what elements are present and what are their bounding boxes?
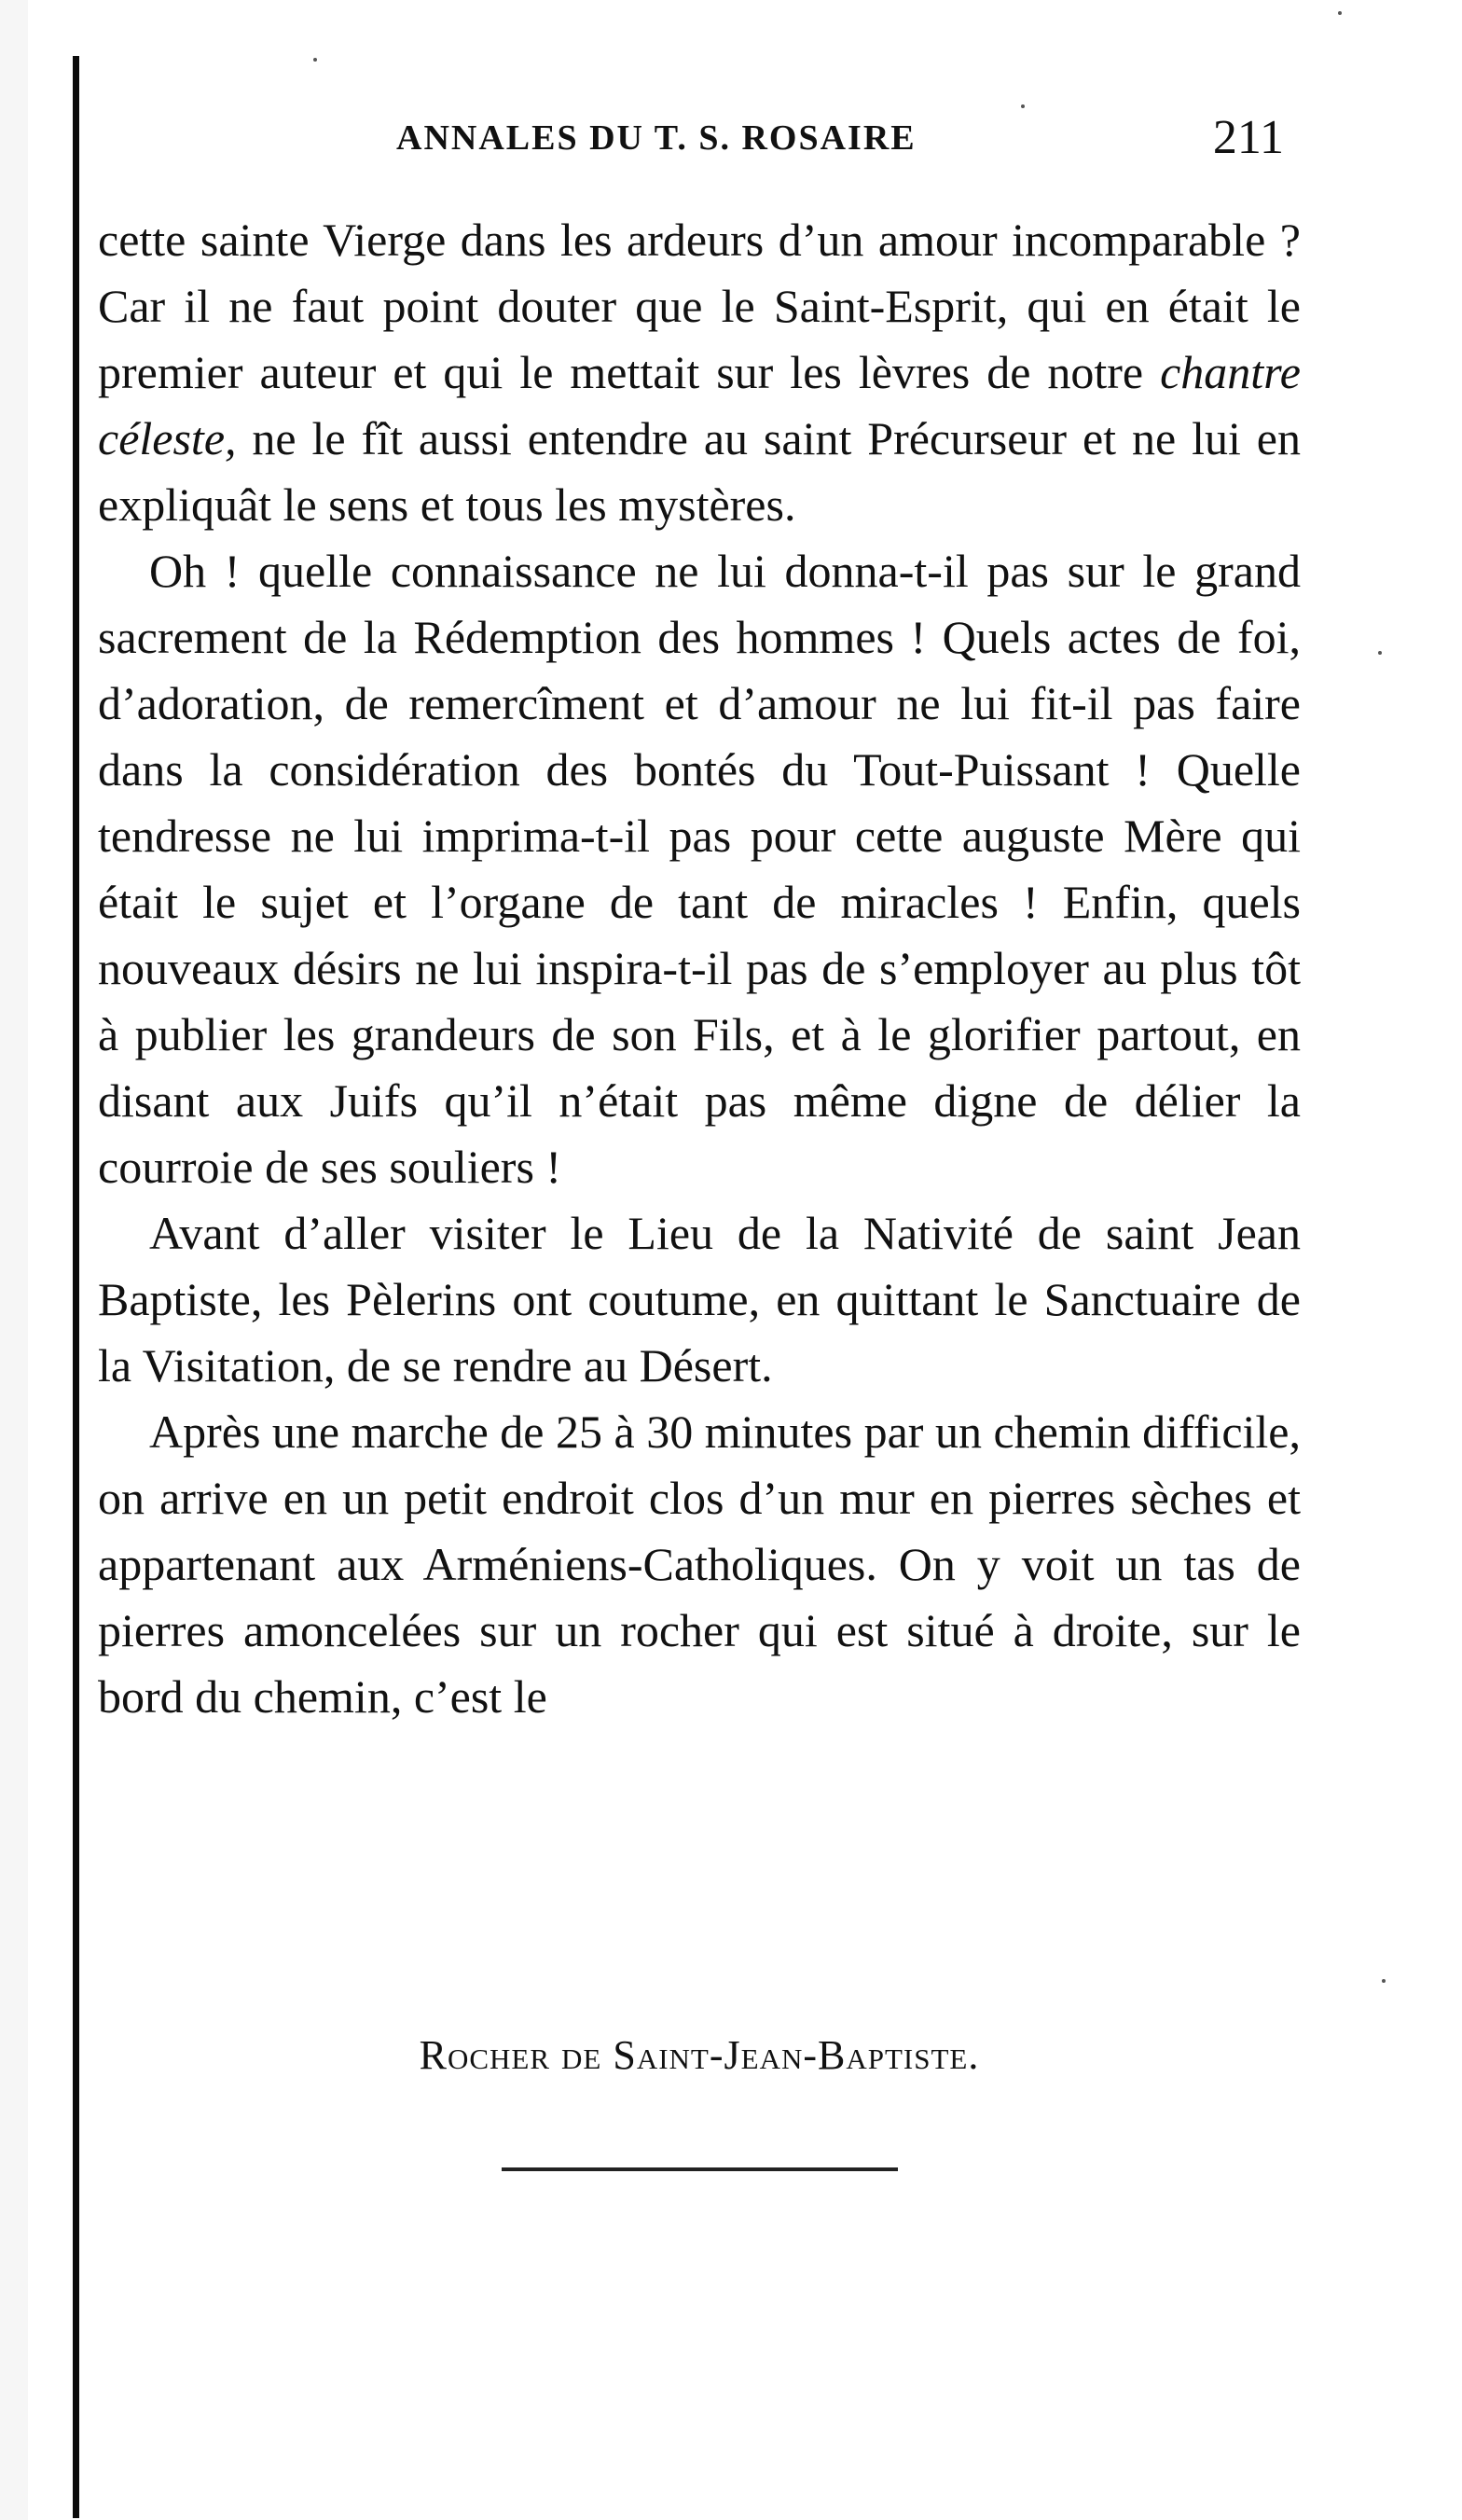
page-edge-line: [73, 56, 79, 2518]
paragraph-text: ne le fît aussi entendre au saint Précurseur et ne lui en expliquât le sens et tous les mystères.: [98, 412, 1301, 531]
book-spine: [0, 0, 28, 2520]
paragraph-text: cette sainte Vierge dans les ardeurs d’un amour incomparable ? Car il ne faut point douter que le Saint-Esprit, qui en était le premier auteur et qui le mettait sur les lèvres de notre: [98, 214, 1301, 398]
paper-speck: [1338, 11, 1342, 15]
running-head: ANNALES DU T. S. ROSAIRE: [396, 118, 917, 158]
page-number: 211: [1212, 111, 1284, 164]
paper-speck: [1378, 651, 1382, 655]
body-text: [98, 207, 1301, 1730]
paragraph-continued: [98, 207, 1301, 538]
page-header: [98, 110, 1301, 175]
paper-speck: [1382, 1979, 1386, 1983]
paper-speck: [1021, 104, 1025, 108]
paragraph: Oh ! quelle connaissance ne lui donna-t-il pas sur le grand sacrement de la Rédemption des hommes ! Quels actes de foi, d’adoration, de remercîment et d’amour ne lui fit-il pas faire dans la considération des bontés du Tout-Puissant ! Quelle tendresse ne lui imprima-t-il pas pour cette auguste Mère qui était le sujet et l’organe de tant de miracles ! Enfin, quels nouveaux désirs ne lui inspira-t-il pas de s’employer au plus tôt à publier les grandeurs de son Fils, et à le glorifier partout, en disant aux Juifs qu’il n’était pas même digne de délier la courroie de ses souliers !: [98, 545, 1301, 1193]
section-divider-rule: [502, 2167, 898, 2171]
italic-phrase: chantre céleste,: [98, 346, 1301, 464]
section-heading: Rocher de Saint-Jean-Baptiste.: [419, 2032, 980, 2078]
paragraph: Avant d’aller visiter le Lieu de la Nativité de saint Jean Baptiste, les Pèlerins ont coutume, en quittant le Sanctuaire de la Visitation, de se rendre au Désert.: [98, 1207, 1301, 1392]
paragraph: Après une marche de 25 à 30 minutes par un chemin difficile, on arrive en un petit endroit clos d’un mur en pierres sèches et appartenant aux Arméniens-Catholiques. On y voit un tas de pierres amoncelées sur un rocher qui est situé à droite, sur le bord du chemin, c’est le: [98, 1405, 1301, 1723]
paper-speck: [313, 58, 317, 62]
